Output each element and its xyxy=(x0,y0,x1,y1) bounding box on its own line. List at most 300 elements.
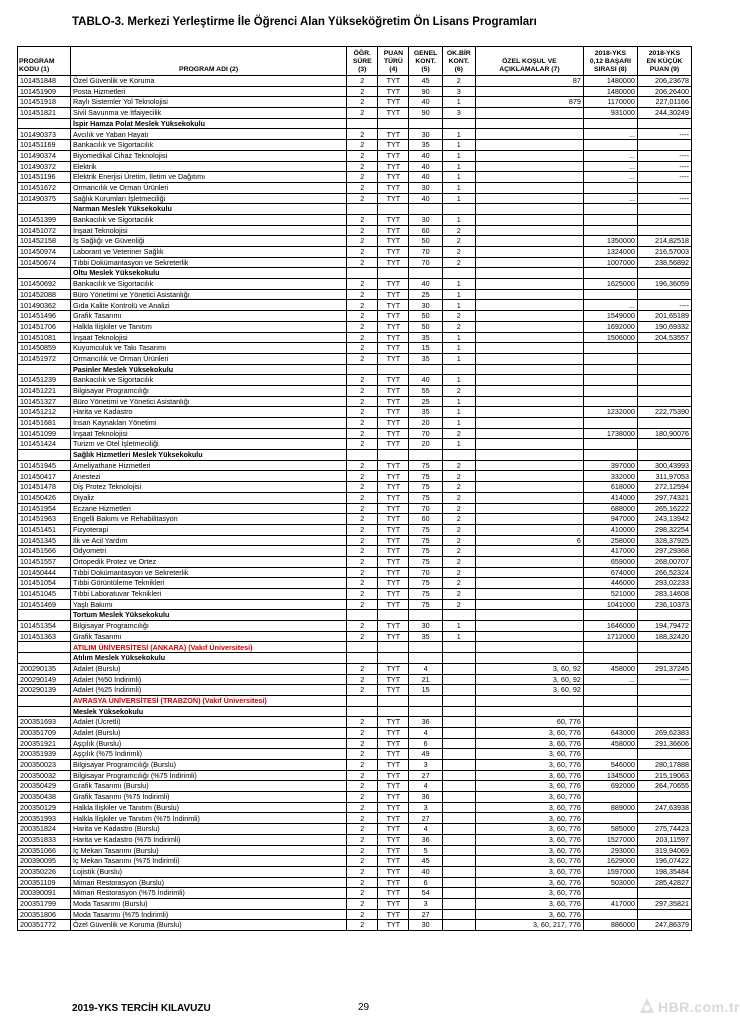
empty-cell xyxy=(378,450,409,461)
min-score-cell: 328,37925 xyxy=(637,535,691,546)
school-row xyxy=(18,268,692,279)
program-code-cell: 101451469 xyxy=(18,599,71,610)
program-code-cell: 101451478 xyxy=(18,482,71,493)
min-score-cell: ---- xyxy=(637,674,691,685)
program-name-cell: Eczane Hizmetleri xyxy=(70,503,346,514)
conditions-cell xyxy=(475,321,583,332)
table-row xyxy=(18,589,692,600)
duration-cell: 2 xyxy=(347,182,378,193)
conditions-cell: 3, 60, 776 xyxy=(475,834,583,845)
conditions-cell: 3, 60, 776 xyxy=(475,813,583,824)
rank-cell: 1646000 xyxy=(583,621,637,632)
empty-code-cell xyxy=(18,610,71,621)
rank-cell xyxy=(583,214,637,225)
rank-cell: 618000 xyxy=(583,482,637,493)
program-name-cell: Laborant ve Veteriner Sağlık xyxy=(70,247,346,258)
min-score-cell: 300,43993 xyxy=(637,460,691,471)
rank-cell: 947000 xyxy=(583,514,637,525)
duration-cell: 2 xyxy=(347,524,378,535)
duration-cell: 2 xyxy=(347,460,378,471)
rank-cell: 1738000 xyxy=(583,428,637,439)
empty-cell xyxy=(442,653,475,664)
quota-cell: 27 xyxy=(409,909,442,920)
quota-cell: 30 xyxy=(409,182,442,193)
empty-cell xyxy=(583,268,637,279)
score-type-cell: TYT xyxy=(378,140,409,151)
table-row xyxy=(18,332,692,343)
program-code-cell: 101451327 xyxy=(18,396,71,407)
school-row xyxy=(18,610,692,621)
ok-quota-cell: 1 xyxy=(442,279,475,290)
rank-cell xyxy=(583,140,637,151)
program-name-cell: Bankacılık ve Sigortacılık xyxy=(70,375,346,386)
min-score-cell xyxy=(637,214,691,225)
score-type-cell: TYT xyxy=(378,97,409,108)
duration-cell: 2 xyxy=(347,247,378,258)
conditions-cell xyxy=(475,460,583,471)
duration-cell: 2 xyxy=(347,279,378,290)
ok-quota-cell: 1 xyxy=(442,375,475,386)
table-row xyxy=(18,385,692,396)
rank-cell xyxy=(583,909,637,920)
score-type-cell: TYT xyxy=(378,471,409,482)
duration-cell: 2 xyxy=(347,150,378,161)
conditions-cell: 3, 60, 92 xyxy=(475,685,583,696)
score-type-cell: TYT xyxy=(378,589,409,600)
rank-cell xyxy=(583,813,637,824)
conditions-cell xyxy=(475,492,583,503)
conditions-cell: 6 xyxy=(475,535,583,546)
school-name: Oltu Meslek Yüksekokulu xyxy=(70,268,346,279)
duration-cell: 2 xyxy=(347,856,378,867)
conditions-cell: 3, 60, 776 xyxy=(475,888,583,899)
conditions-cell xyxy=(475,567,583,578)
conditions-cell xyxy=(475,482,583,493)
min-score-cell: 285,42827 xyxy=(637,877,691,888)
min-score-cell: 268,00707 xyxy=(637,556,691,567)
program-code-cell: 200351993 xyxy=(18,813,71,824)
min-score-cell: 297,35821 xyxy=(637,898,691,909)
empty-cell xyxy=(475,450,583,461)
conditions-cell xyxy=(475,524,583,535)
program-code-cell: 101451945 xyxy=(18,460,71,471)
empty-cell xyxy=(637,204,691,215)
min-score-cell: 291,36606 xyxy=(637,738,691,749)
program-code-cell: 200350429 xyxy=(18,781,71,792)
program-name-cell: Moda Tasarımı (Burslu) xyxy=(70,898,346,909)
program-name-cell: Bankacılık ve Sigortacılık xyxy=(70,279,346,290)
min-score-cell: 272,12594 xyxy=(637,482,691,493)
header-genel-kont: GENEL KONT. (5) xyxy=(409,47,442,76)
rank-cell: 1506000 xyxy=(583,332,637,343)
program-name-cell: Moda Tasarımı (%75 İndirimli) xyxy=(70,909,346,920)
ok-quota-cell xyxy=(442,770,475,781)
min-score-cell xyxy=(637,909,691,920)
program-code-cell: 101451672 xyxy=(18,182,71,193)
program-code-cell: 101490373 xyxy=(18,129,71,140)
quota-cell: 40 xyxy=(409,97,442,108)
program-name-cell: Tıbbi Görüntüleme Teknikleri xyxy=(70,578,346,589)
score-type-cell: TYT xyxy=(378,674,409,685)
program-code-cell: 200350129 xyxy=(18,802,71,813)
rank-cell: 1692000 xyxy=(583,321,637,332)
min-score-cell: 298,32254 xyxy=(637,524,691,535)
min-score-cell: 227,01166 xyxy=(637,97,691,108)
rank-cell: 258000 xyxy=(583,535,637,546)
score-type-cell: TYT xyxy=(378,760,409,771)
quota-cell: 70 xyxy=(409,428,442,439)
min-score-cell: 244,30249 xyxy=(637,108,691,119)
duration-cell: 2 xyxy=(347,770,378,781)
program-code-cell: 101451345 xyxy=(18,535,71,546)
empty-cell xyxy=(475,364,583,375)
program-name-cell: Özel Güvenlik ve Koruma (Burslu) xyxy=(70,920,346,931)
program-name-cell: Yaşlı Bakımı xyxy=(70,599,346,610)
score-type-cell: TYT xyxy=(378,225,409,236)
ok-quota-cell: 2 xyxy=(442,546,475,557)
program-name-cell: Anestezi xyxy=(70,471,346,482)
conditions-cell xyxy=(475,375,583,386)
empty-cell xyxy=(583,642,637,653)
program-name-cell: İlk ve Acil Yardım xyxy=(70,535,346,546)
table-row xyxy=(18,247,692,258)
program-code-cell: 101451212 xyxy=(18,407,71,418)
header-okbir-kont: OK.BİR KONT. (6) xyxy=(442,47,475,76)
quota-cell: 75 xyxy=(409,546,442,557)
empty-code-cell xyxy=(18,706,71,717)
quota-cell: 75 xyxy=(409,578,442,589)
ok-quota-cell: 1 xyxy=(442,172,475,183)
empty-cell xyxy=(637,268,691,279)
rank-cell: ... xyxy=(583,150,637,161)
conditions-cell: 3, 60, 217, 776 xyxy=(475,920,583,931)
empty-cell xyxy=(378,364,409,375)
conditions-cell xyxy=(475,279,583,290)
quota-cell: 75 xyxy=(409,535,442,546)
conditions-cell xyxy=(475,247,583,258)
empty-cell xyxy=(475,204,583,215)
program-name-cell: Tıbbi Dokümantasyon ve Sekreterlik xyxy=(70,257,346,268)
program-name-cell: Ameliyathane Hizmetleri xyxy=(70,460,346,471)
ok-quota-cell xyxy=(442,760,475,771)
program-name-cell: Harita ve Kadastro (%75 İndirimli) xyxy=(70,834,346,845)
empty-code-cell xyxy=(18,695,71,706)
program-code-cell: 101451681 xyxy=(18,418,71,429)
rank-cell: 1549000 xyxy=(583,311,637,322)
conditions-cell xyxy=(475,236,583,247)
min-score-cell: 196,07422 xyxy=(637,856,691,867)
score-type-cell: TYT xyxy=(378,556,409,567)
empty-cell xyxy=(583,204,637,215)
conditions-cell xyxy=(475,599,583,610)
program-name-cell: İnşaat Teknolojisi xyxy=(70,428,346,439)
min-score-cell: ---- xyxy=(637,161,691,172)
program-code-cell: 200350438 xyxy=(18,792,71,803)
empty-cell xyxy=(378,653,409,664)
program-code-cell: 101451821 xyxy=(18,108,71,119)
min-score-cell: ---- xyxy=(637,150,691,161)
conditions-cell xyxy=(475,161,583,172)
program-name-cell: Adalet (%50 İndirimli) xyxy=(70,674,346,685)
table-row xyxy=(18,353,692,364)
min-score-cell xyxy=(637,685,691,696)
ok-quota-cell xyxy=(442,888,475,899)
min-score-cell: 311,97053 xyxy=(637,471,691,482)
quota-cell: 90 xyxy=(409,108,442,119)
rank-cell: 293000 xyxy=(583,845,637,856)
table-row xyxy=(18,888,692,899)
min-score-cell: 216,57003 xyxy=(637,247,691,258)
empty-code-cell xyxy=(18,653,71,664)
empty-cell xyxy=(583,364,637,375)
rank-cell: 931000 xyxy=(583,108,637,119)
program-code-cell: 200351824 xyxy=(18,824,71,835)
ok-quota-cell: 1 xyxy=(442,161,475,172)
conditions-cell xyxy=(475,471,583,482)
empty-code-cell xyxy=(18,268,71,279)
rank-cell: 692000 xyxy=(583,781,637,792)
program-code-cell: 101450444 xyxy=(18,567,71,578)
ok-quota-cell: 1 xyxy=(442,182,475,193)
duration-cell: 2 xyxy=(347,567,378,578)
score-type-cell: TYT xyxy=(378,599,409,610)
rank-cell: 688000 xyxy=(583,503,637,514)
rank-cell: 1597000 xyxy=(583,866,637,877)
program-code-cell: 200351066 xyxy=(18,845,71,856)
duration-cell: 2 xyxy=(347,108,378,119)
score-type-cell: TYT xyxy=(378,428,409,439)
quota-cell: 4 xyxy=(409,781,442,792)
rank-cell: 332000 xyxy=(583,471,637,482)
min-score-cell: 206,26400 xyxy=(637,86,691,97)
conditions-cell xyxy=(475,428,583,439)
empty-cell xyxy=(583,695,637,706)
school-row xyxy=(18,204,692,215)
empty-cell xyxy=(475,118,583,129)
program-code-cell: 101451363 xyxy=(18,631,71,642)
program-name-cell: Büro Yönetimi ve Yönetici Asistanlığı xyxy=(70,289,346,300)
duration-cell: 2 xyxy=(347,396,378,407)
quota-cell: 35 xyxy=(409,140,442,151)
min-score-cell: 214,82518 xyxy=(637,236,691,247)
score-type-cell: TYT xyxy=(378,781,409,792)
table-row xyxy=(18,898,692,909)
program-name-cell: Harita ve Kadastro xyxy=(70,407,346,418)
ok-quota-cell: 1 xyxy=(442,140,475,151)
program-code-cell: 200290135 xyxy=(18,663,71,674)
table-row xyxy=(18,418,692,429)
empty-cell xyxy=(409,695,442,706)
empty-cell xyxy=(442,610,475,621)
quota-cell: 27 xyxy=(409,770,442,781)
conditions-cell xyxy=(475,514,583,525)
program-code-cell: 200350032 xyxy=(18,770,71,781)
rank-cell: 1527000 xyxy=(583,834,637,845)
header-ozel-kosul: ÖZEL KOŞUL VE AÇIKLAMALAR (7) xyxy=(475,47,583,76)
conditions-cell xyxy=(475,150,583,161)
quota-cell: 20 xyxy=(409,418,442,429)
table-row xyxy=(18,375,692,386)
duration-cell: 2 xyxy=(347,589,378,600)
ok-quota-cell xyxy=(442,727,475,738)
empty-cell xyxy=(637,364,691,375)
program-code-cell: 200351939 xyxy=(18,749,71,760)
quota-cell: 6 xyxy=(409,877,442,888)
rank-cell: 643000 xyxy=(583,727,637,738)
rank-cell: 446000 xyxy=(583,578,637,589)
table-row xyxy=(18,599,692,610)
quota-cell: 40 xyxy=(409,161,442,172)
table-row xyxy=(18,834,692,845)
program-name-cell: Tıbbi Dokümantasyon ve Sekreterlik xyxy=(70,567,346,578)
program-name-cell: Raylı Sistemler Yol Teknolojisi xyxy=(70,97,346,108)
quota-cell: 54 xyxy=(409,888,442,899)
ok-quota-cell: 2 xyxy=(442,236,475,247)
rank-cell: 585000 xyxy=(583,824,637,835)
program-code-cell: 101451424 xyxy=(18,439,71,450)
min-score-cell xyxy=(637,418,691,429)
duration-cell: 2 xyxy=(347,663,378,674)
rank-cell: ... xyxy=(583,193,637,204)
quota-cell: 50 xyxy=(409,321,442,332)
min-score-cell xyxy=(637,353,691,364)
table-row xyxy=(18,514,692,525)
min-score-cell xyxy=(637,140,691,151)
program-code-cell: 101451496 xyxy=(18,311,71,322)
table-row xyxy=(18,621,692,632)
table-header-row xyxy=(18,47,692,76)
score-type-cell: TYT xyxy=(378,845,409,856)
duration-cell: 2 xyxy=(347,86,378,97)
rank-cell xyxy=(583,439,637,450)
empty-cell xyxy=(347,268,378,279)
score-type-cell: TYT xyxy=(378,749,409,760)
quota-cell: 75 xyxy=(409,482,442,493)
quota-cell: 15 xyxy=(409,685,442,696)
min-score-cell: 247,86379 xyxy=(637,920,691,931)
quota-cell: 60 xyxy=(409,514,442,525)
ok-quota-cell xyxy=(442,685,475,696)
quota-cell: 70 xyxy=(409,247,442,258)
conditions-cell xyxy=(475,108,583,119)
empty-cell xyxy=(442,642,475,653)
rank-cell: 659000 xyxy=(583,556,637,567)
duration-cell: 2 xyxy=(347,834,378,845)
conditions-cell xyxy=(475,556,583,567)
school-row xyxy=(18,450,692,461)
min-score-cell: 201,65189 xyxy=(637,311,691,322)
ok-quota-cell: 2 xyxy=(442,76,475,87)
rank-cell: 889000 xyxy=(583,802,637,813)
duration-cell: 2 xyxy=(347,781,378,792)
ok-quota-cell xyxy=(442,792,475,803)
min-score-cell xyxy=(637,439,691,450)
program-code-cell: 101451354 xyxy=(18,621,71,632)
school-name: İspir Hamza Polat Meslek Yüksekokulu xyxy=(70,118,346,129)
min-score-cell: ---- xyxy=(637,129,691,140)
rank-cell xyxy=(583,888,637,899)
program-code-cell: 101490362 xyxy=(18,300,71,311)
table-row xyxy=(18,524,692,535)
ok-quota-cell: 1 xyxy=(442,300,475,311)
min-score-cell: 247,63938 xyxy=(637,802,691,813)
table-row xyxy=(18,172,692,183)
duration-cell: 2 xyxy=(347,172,378,183)
table-row xyxy=(18,663,692,674)
empty-cell xyxy=(378,695,409,706)
min-score-cell xyxy=(637,396,691,407)
score-type-cell: TYT xyxy=(378,920,409,931)
min-score-cell: 293,02233 xyxy=(637,578,691,589)
score-type-cell: TYT xyxy=(378,813,409,824)
quota-cell: 40 xyxy=(409,150,442,161)
program-code-cell: 101451706 xyxy=(18,321,71,332)
empty-cell xyxy=(583,610,637,621)
ok-quota-cell: 2 xyxy=(442,428,475,439)
duration-cell: 2 xyxy=(347,717,378,728)
rank-cell: 417000 xyxy=(583,898,637,909)
score-type-cell: TYT xyxy=(378,214,409,225)
empty-cell xyxy=(347,450,378,461)
min-score-cell: ---- xyxy=(637,300,691,311)
ok-quota-cell xyxy=(442,749,475,760)
empty-cell xyxy=(347,118,378,129)
program-name-cell: Ormancılık ve Orman Ürünleri xyxy=(70,353,346,364)
empty-cell xyxy=(347,642,378,653)
program-name-cell: Elektrik Enerjisi Üretim, İletim ve Dağıtımı xyxy=(70,172,346,183)
min-score-cell xyxy=(637,717,691,728)
duration-cell: 2 xyxy=(347,236,378,247)
min-score-cell: 215,19063 xyxy=(637,770,691,781)
empty-cell xyxy=(409,204,442,215)
ok-quota-cell xyxy=(442,802,475,813)
university-row xyxy=(18,642,692,653)
table-row xyxy=(18,866,692,877)
ok-quota-cell: 1 xyxy=(442,343,475,354)
duration-cell: 2 xyxy=(347,909,378,920)
empty-cell xyxy=(637,653,691,664)
table-row xyxy=(18,86,692,97)
score-type-cell: TYT xyxy=(378,108,409,119)
program-code-cell: 200351109 xyxy=(18,877,71,888)
min-score-cell: 198,35484 xyxy=(637,866,691,877)
quota-cell: 40 xyxy=(409,193,442,204)
min-score-cell: 280,17888 xyxy=(637,760,691,771)
rank-cell: 1629000 xyxy=(583,856,637,867)
score-type-cell: TYT xyxy=(378,770,409,781)
conditions-cell xyxy=(475,332,583,343)
program-name-cell: İnşaat Teknolojisi xyxy=(70,225,346,236)
score-type-cell: TYT xyxy=(378,824,409,835)
program-code-cell: 101450417 xyxy=(18,471,71,482)
rank-cell: 1007000 xyxy=(583,257,637,268)
quota-cell: 70 xyxy=(409,503,442,514)
ok-quota-cell: 2 xyxy=(442,535,475,546)
program-name-cell: İnşaat Teknolojisi xyxy=(70,332,346,343)
program-code-cell: 200351833 xyxy=(18,834,71,845)
empty-cell xyxy=(347,364,378,375)
conditions-cell: 3, 60, 92 xyxy=(475,663,583,674)
ok-quota-cell xyxy=(442,898,475,909)
table-row xyxy=(18,909,692,920)
ok-quota-cell: 1 xyxy=(442,396,475,407)
quota-cell: 75 xyxy=(409,492,442,503)
duration-cell: 2 xyxy=(347,428,378,439)
table-row xyxy=(18,428,692,439)
empty-cell xyxy=(475,268,583,279)
conditions-cell xyxy=(475,311,583,322)
program-name-cell: Grafik Tasarımı xyxy=(70,631,346,642)
